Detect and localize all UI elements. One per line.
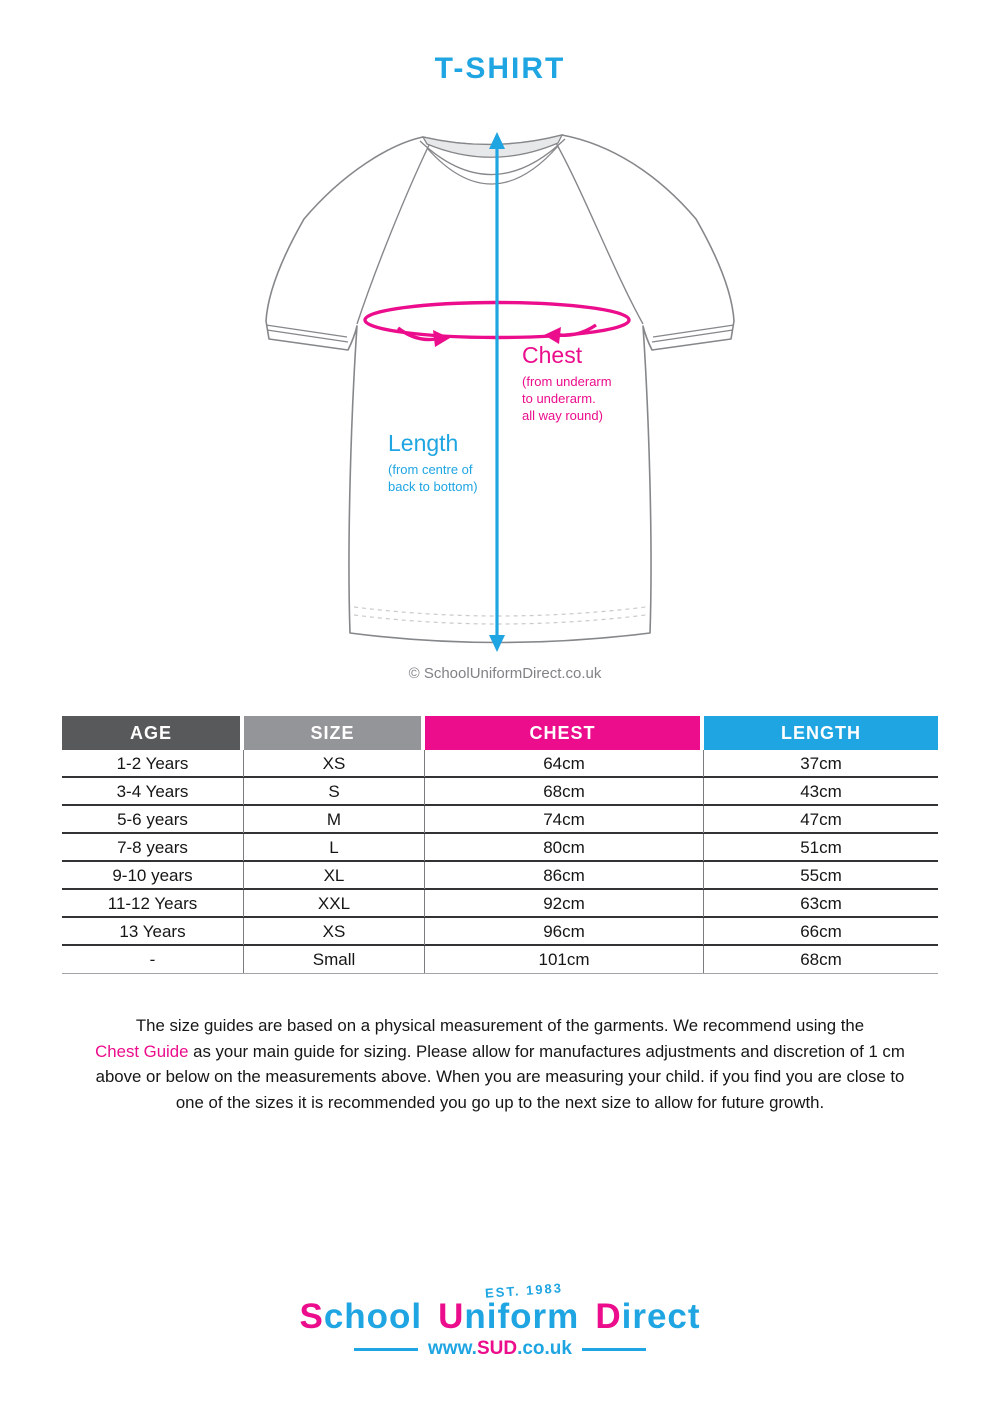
chest-guide-highlight: Chest Guide xyxy=(95,1041,189,1061)
cell-length: 51cm xyxy=(800,838,842,857)
table-row xyxy=(62,806,938,834)
logo-wordmark xyxy=(0,1297,1000,1337)
cell-age: 11-12 Years xyxy=(62,890,244,917)
logo-website xyxy=(0,1338,1000,1360)
note-line-1: The size guides are based on a physical measurement of the garments. We recommend using the xyxy=(135,1016,865,1035)
cell-chest: 68cm xyxy=(425,778,704,805)
cell-chest: 92cm xyxy=(425,890,704,917)
logo-word-irect: irect xyxy=(621,1297,701,1336)
cell-chest: 101cm xyxy=(425,946,704,973)
page-title: T-SHIRT xyxy=(434,52,566,85)
cell-chest: 80cm xyxy=(425,834,704,861)
cell-age: 1-2 Years xyxy=(62,750,244,777)
tshirt-illustration xyxy=(240,115,760,655)
website-couk: .co.uk xyxy=(517,1338,572,1359)
table-row xyxy=(62,862,938,890)
chest-sub-line1: (from underarm xyxy=(522,374,612,389)
header-chest: CHEST xyxy=(425,716,704,750)
cell-size: XL xyxy=(244,862,425,889)
header-age: AGE xyxy=(62,716,244,750)
cell-chest: 64cm xyxy=(425,750,704,777)
cell-size: XS xyxy=(244,750,425,777)
logo-letter-d: D xyxy=(595,1297,622,1336)
cell-size: L xyxy=(244,834,425,861)
logo-word-chool: chool xyxy=(323,1297,423,1336)
cell-age: 3-4 Years xyxy=(62,778,244,805)
cell-length: 43cm xyxy=(800,782,842,801)
chest-sub-line3: all way round) xyxy=(522,408,603,423)
cell-age: - xyxy=(62,946,244,973)
cell-size: M xyxy=(244,806,425,833)
chest-sub-line2: to underarm. xyxy=(522,391,596,406)
size-table-header xyxy=(62,716,938,750)
length-sublabel xyxy=(388,461,478,495)
tshirt-outline xyxy=(266,135,734,643)
divider-dash-right xyxy=(582,1348,646,1351)
divider-dash-left xyxy=(354,1348,418,1351)
logo-letter-s: S xyxy=(299,1297,324,1336)
chest-label: Chest xyxy=(522,342,583,368)
logo-word-niform: niform xyxy=(464,1297,580,1336)
cell-age: 5-6 years xyxy=(62,806,244,833)
cell-length: 68cm xyxy=(800,950,842,969)
cell-size: XXL xyxy=(244,890,425,917)
tshirt-diagram xyxy=(240,115,760,655)
logo-established xyxy=(0,1280,1000,1301)
length-sub-line1: (from centre of xyxy=(388,462,473,477)
cell-length: 37cm xyxy=(800,754,842,773)
chest-sublabel xyxy=(522,373,612,424)
size-table xyxy=(62,716,938,974)
cell-length: 66cm xyxy=(800,922,842,941)
cell-size: Small xyxy=(244,946,425,973)
cell-age: 7-8 years xyxy=(62,834,244,861)
cell-size: S xyxy=(244,778,425,805)
cell-length: 47cm xyxy=(800,810,842,829)
website-www: www. xyxy=(428,1338,477,1359)
length-arrowhead-top xyxy=(489,132,505,149)
note-line-4: one of the sizes it is recommended you go up to the next size to allow for future growth. xyxy=(175,1092,825,1112)
table-row xyxy=(62,946,938,974)
table-row xyxy=(62,918,938,946)
cell-size: XS xyxy=(244,918,425,945)
cell-length: 55cm xyxy=(800,866,842,885)
cell-length: 63cm xyxy=(800,894,842,913)
cell-chest: 74cm xyxy=(425,806,704,833)
table-row xyxy=(62,750,938,778)
established-text: EST. 1983 xyxy=(484,1280,564,1301)
copyright-text: © SchoolUniformDirect.co.uk xyxy=(408,665,602,682)
logo-letter-u: U xyxy=(438,1297,465,1336)
note-line-3: above or below on the measurements above. When you are measuring your child. if you find you are close to xyxy=(95,1067,905,1086)
cell-chest: 86cm xyxy=(425,862,704,889)
length-label: Length xyxy=(388,430,459,456)
length-arrowhead-bottom xyxy=(489,635,505,652)
cell-age: 13 Years xyxy=(62,918,244,945)
length-sub-line2: back to bottom) xyxy=(388,479,478,494)
table-row xyxy=(62,890,938,918)
note-line-2-rest: as your main guide for sizing. Please allow for manufactures adjustments and discretion of 1 cm xyxy=(188,1041,905,1061)
cell-age: 9-10 years xyxy=(62,862,244,889)
table-row xyxy=(62,834,938,862)
size-guide-note xyxy=(0,1013,1000,1115)
note-line-2 xyxy=(0,1039,1000,1065)
website-sud: SUD xyxy=(476,1338,518,1359)
cell-chest: 96cm xyxy=(425,918,704,945)
header-size: SIZE xyxy=(244,716,425,750)
table-row xyxy=(62,778,938,806)
header-length: LENGTH xyxy=(704,716,938,750)
